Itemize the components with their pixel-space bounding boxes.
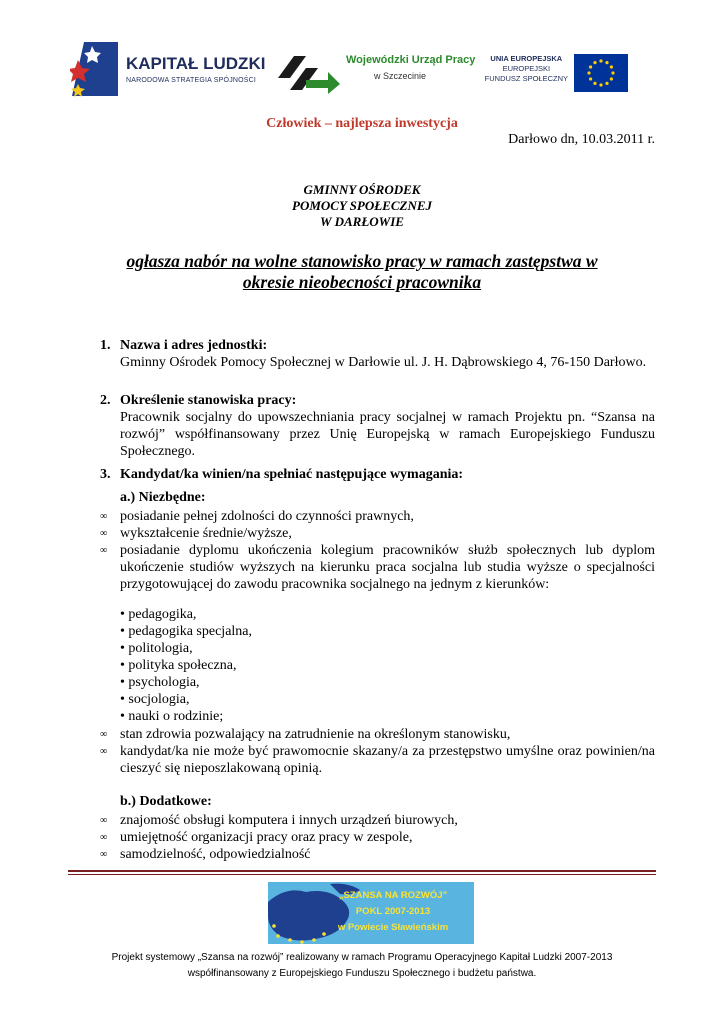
infinity-bullet-icon: ∞ bbox=[100, 746, 108, 757]
section-1 bbox=[100, 337, 655, 371]
headline bbox=[70, 251, 654, 293]
section-body: Pracownik socjalny do upowszechniania pracy socjalnej w ramach Projektu pn. “Szansa na rozwój” współfinansowany przez Unię Europejską w ramach Europejskiego Funduszu Społecznego. bbox=[120, 410, 655, 459]
required-label: a.) Niezbędne: bbox=[120, 490, 206, 505]
section-3 bbox=[100, 466, 463, 483]
infinity-bullet-icon: ∞ bbox=[100, 849, 108, 860]
wup-logo bbox=[276, 50, 476, 94]
list-item: • pedagogika, bbox=[120, 607, 197, 622]
document-date: Darłowo dn, 10.03.2011 r. bbox=[508, 132, 655, 147]
infinity-bullet-icon: ∞ bbox=[100, 545, 108, 556]
list-item: ∞ kandydat/ka nie może być prawomocnie skazany/a za przestępstwo umyślne oraz powinien/na cieszyć się nieposzlakowaną opinią. bbox=[100, 744, 655, 776]
section-number: 3. bbox=[100, 467, 111, 482]
list-item: • politologia, bbox=[120, 641, 193, 656]
footer-line2: współfinansowany z Europejskiego Funduszu Społecznego i budżetu państwa. bbox=[187, 968, 537, 979]
infinity-bullet-icon: ∞ bbox=[100, 528, 108, 539]
list-item: ∞ stan zdrowia pozwalający na zatrudnienie na określonym stanowisku, bbox=[100, 727, 511, 742]
slogan: Człowiek – najlepsza inwestycja bbox=[266, 116, 458, 131]
fields-list bbox=[120, 606, 252, 725]
section-title: Nazwa i adres jednostki: bbox=[120, 338, 268, 353]
banner-line2: POKL 2007-2013 bbox=[355, 906, 431, 917]
list-item: ∞ posiadanie pełnej zdolności do czynności prawnych, bbox=[100, 509, 414, 524]
infinity-bullet-icon: ∞ bbox=[100, 511, 108, 522]
additional-list bbox=[100, 812, 655, 863]
section-title: Określenie stanowiska pracy: bbox=[120, 393, 297, 408]
list-item: • psychologia, bbox=[120, 675, 200, 690]
infinity-bullet-icon: ∞ bbox=[100, 815, 108, 826]
section-title: Kandydat/ka winien/na spełniać następujące wymagania: bbox=[120, 467, 464, 482]
banner-line3: w Powiecie Sławieńskim bbox=[337, 922, 449, 933]
footer-note bbox=[0, 950, 724, 982]
institution-name bbox=[0, 182, 724, 230]
headline-line2: okresie nieobecności pracownika bbox=[242, 272, 482, 292]
eu-line3: FUNDUSZ SPOŁECZNY bbox=[484, 74, 568, 83]
kapital-ludzki-title: KAPITAŁ LUDZKI bbox=[126, 54, 266, 73]
logo-bar bbox=[70, 40, 630, 98]
section-body: Gminny Ośrodek Pomocy Społecznej w Darłowie ul. J. H. Dąbrowskiego 4, 76-150 Darłowo. bbox=[120, 355, 647, 370]
eu-text bbox=[485, 54, 568, 84]
headline-line1: ogłasza nabór na wolne stanowisko pracy w ramach zastępstwa w bbox=[126, 251, 598, 271]
wup-name: Wojewódzki Urząd Pracy bbox=[346, 54, 476, 66]
wup-emblem-icon bbox=[276, 50, 342, 94]
list-item: • socjologia, bbox=[120, 692, 190, 707]
wup-city: w Szczecinie bbox=[374, 71, 427, 81]
required-list-b bbox=[100, 726, 655, 777]
kapital-ludzki-emblem-icon bbox=[70, 40, 122, 98]
list-item: ∞ posiadanie dyplomu ukończenia kolegium pracowników służb społecznych lub dyplom ukończenie studiów wyższych na kierunku praca socjalna lub studia wyższe o specjalności przygotowującej do zawodu pracownika socjalnego na jednym z kierunków: bbox=[100, 543, 655, 592]
institution-line1: GMINNY OŚRODEK bbox=[303, 182, 421, 197]
project-banner bbox=[268, 882, 474, 944]
footer-divider bbox=[68, 870, 656, 872]
list-item: ∞ samodzielność, odpowiedzialność bbox=[100, 847, 311, 862]
eu-line2: EUROPEJSKI bbox=[502, 64, 551, 73]
list-item: • pedagogika specjalna, bbox=[120, 624, 253, 639]
list-item: ∞ umiejętność organizacji pracy oraz pracy w zespole, bbox=[100, 830, 413, 845]
list-item: ∞ znajomość obsługi komputera i innych urządzeń biurowych, bbox=[100, 813, 458, 828]
list-item: • polityka społeczna, bbox=[120, 658, 237, 673]
section-number: 2. bbox=[100, 393, 111, 408]
infinity-bullet-icon: ∞ bbox=[100, 832, 108, 843]
banner-line1: „SZANSA NA ROZWÓJ” bbox=[338, 890, 448, 901]
required-list-a bbox=[100, 508, 655, 593]
institution-line2: POMOCY SPOŁECZNEJ bbox=[292, 198, 432, 213]
infinity-bullet-icon: ∞ bbox=[100, 729, 108, 740]
kapital-ludzki-logo bbox=[70, 40, 265, 98]
additional-label: b.) Dodatkowe: bbox=[120, 794, 212, 809]
eu-line1: UNIA EUROPEJSKA bbox=[490, 54, 563, 63]
institution-line3: W DARŁOWIE bbox=[320, 214, 404, 229]
eu-logo bbox=[484, 54, 628, 94]
footer-divider-thin bbox=[68, 874, 656, 875]
section-number: 1. bbox=[100, 338, 111, 353]
footer-line1: Projekt systemowy „Szansa na rozwój” realizowany w ramach Programu Operacyjnego Kapitał Ludzki 2007-2013 bbox=[111, 952, 613, 963]
list-item: • nauki o rodzinie; bbox=[120, 709, 224, 724]
section-2 bbox=[100, 392, 655, 460]
kapital-ludzki-subtitle: NARODOWA STRATEGIA SPÓJNOŚCI bbox=[126, 77, 257, 84]
list-item: ∞ wykształcenie średnie/wyższe, bbox=[100, 526, 292, 541]
eu-flag-icon bbox=[574, 54, 628, 92]
